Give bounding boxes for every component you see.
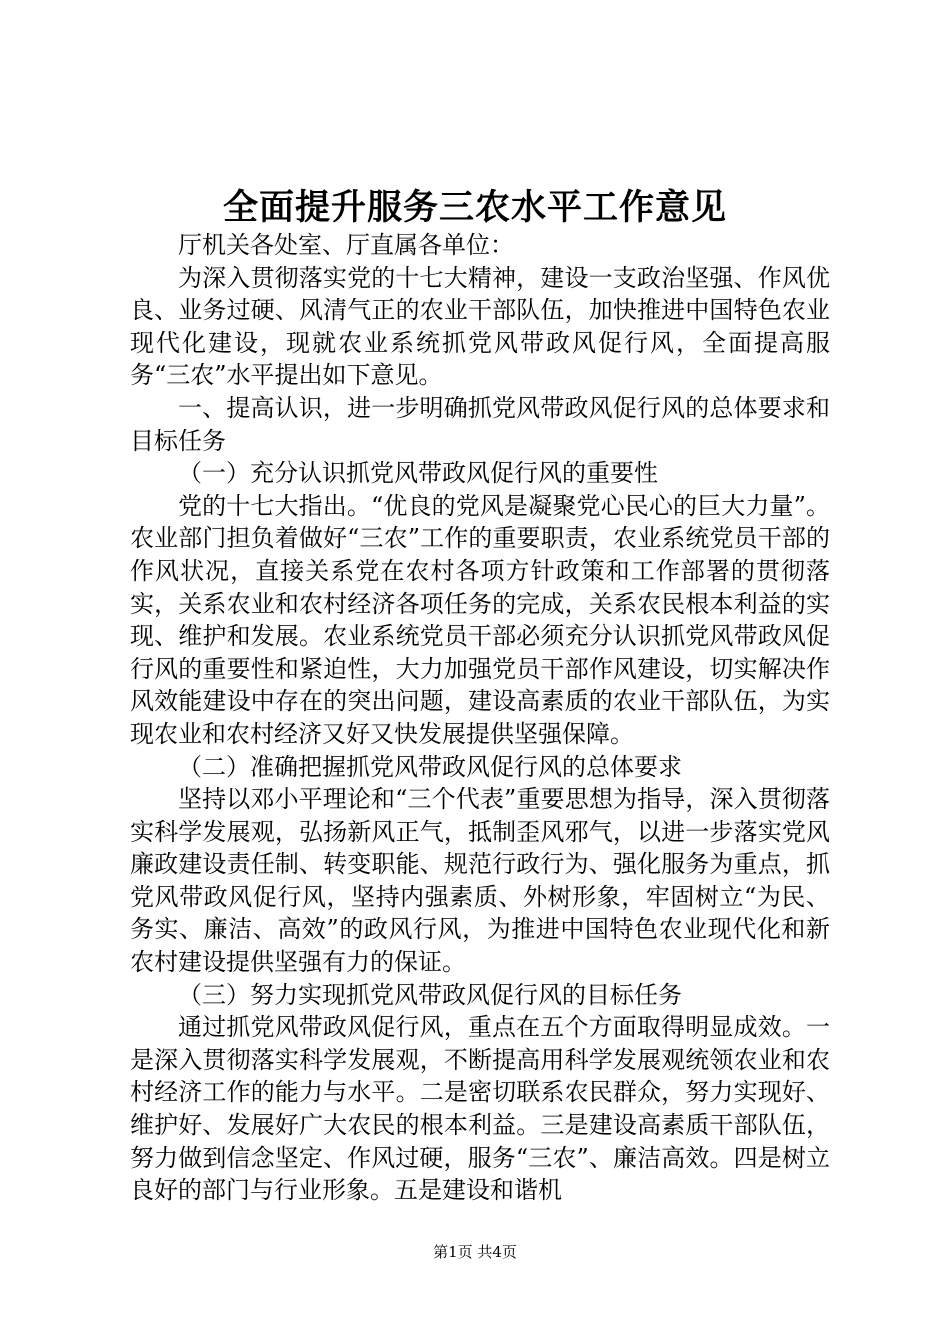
subsection-heading-2: （二）准确把握抓党风带政风促行风的总体要求 [178,752,682,781]
subsection-heading-3: （三）努力实现抓党风带政风促行风的目标任务 [178,980,682,1009]
paragraph-importance: 党的十七大指出。“优良的党风是凝聚党心民心的巨大力量”。农业部门担负着做好“三农”工作的重要职责，农业系统党员干部的作风状况，直接关系党在农村各项方针政策和工作部署的贯彻落实，关系农业和农村经济各项任务的完成，关系农民根本利益的实现、维护和发展。农业系统党员干部必须充分认识抓党风带政风促行风的重要性和紧迫性，大力加强党员干部作风建设，切实解决作风效能建设中存在的突出问题，建设高素质的农业干部队伍，为实现农业和农村经济又好又快发展提供坚强保障。 [130,491,830,748]
salutation: 厅机关各处室、厅直属各单位： [178,231,514,259]
paragraph-intro: 为深入贯彻落实党的十七大精神，建设一支政治坚强、作风优良、业务过硬、风清气正的农业干部队伍，加快推进中国特色农业现代化建设，现就农业系统抓党风带政风促行风，全面提高服务“三农”水平提出如下意见。 [130,263,830,390]
paragraph-goals: 通过抓党风带政风促行风，重点在五个方面取得明显成效。一是深入贯彻落实科学发展观，不断提高用科学发展观统领农业和农村经济工作的能力与水平。二是密切联系农民群众，努力实现好、维护好、发展好广大农民的根本利益。三是建设高素质干部队伍，努力做到信念坚定、作风过硬，服务“三农”、廉洁高效。四是树立良好的部门与行业形象。五是建设和谐机 [130,1013,830,1205]
section-heading-1: 一、提高认识，进一步明确抓党风带政风促行风的总体要求和目标任务 [130,393,830,455]
document-body [130,229,830,1207]
subsection-heading-1: （一）充分认识抓党风带政风促行风的重要性 [178,459,658,488]
page-footer: 第1页 共4页 [433,1243,517,1261]
document-title: 全面提升服务三农水平工作意见 [222,187,727,228]
paragraph-requirements: 坚持以邓小平理论和“三个代表”重要思想为指导，深入贯彻落实科学发展观，弘扬新风正气，抵制歪风邪气，以进一步落实党风廉政建设责任制、转变职能、规范行政行为、强化服务为重点，抓党风带政风促行风，坚持内强素质、外树形象，牢固树立“为民、务实、廉洁、高效”的政风行风，为推进中国特色农业现代化和新农村建设提供坚强有力的保证。 [130,785,830,977]
